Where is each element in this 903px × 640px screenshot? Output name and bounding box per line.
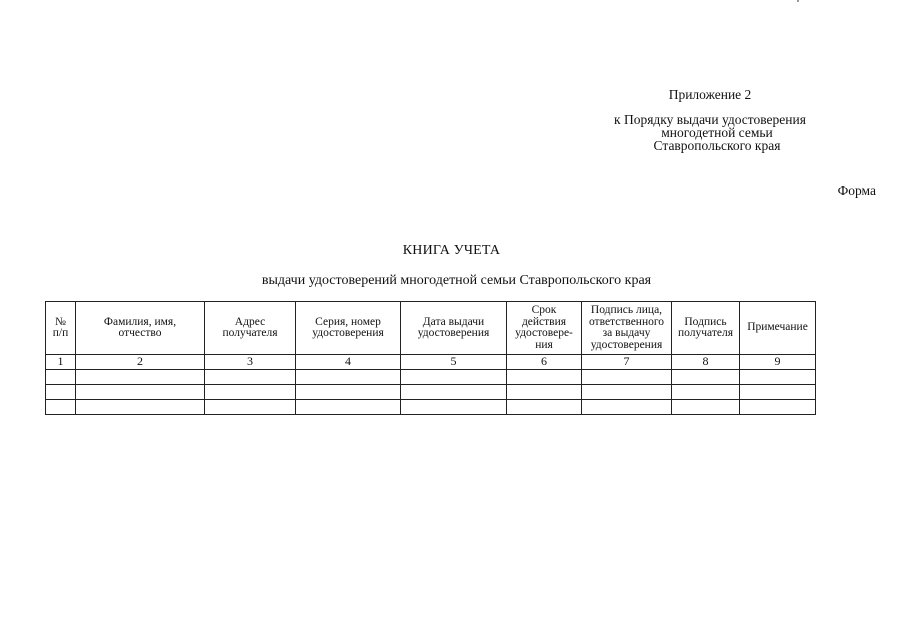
table-cell [46, 400, 76, 415]
table-cell [76, 385, 205, 400]
column-header-line: за выдачу [602, 327, 651, 339]
table-cell [672, 370, 740, 385]
column-number: 2 [76, 355, 205, 370]
table-row [46, 370, 816, 385]
table-cell [46, 370, 76, 385]
table-cell [740, 370, 816, 385]
column-number: 6 [507, 355, 582, 370]
table-cell [401, 370, 507, 385]
table-cell [296, 385, 401, 400]
table-cell [205, 385, 296, 400]
column-header [401, 302, 507, 355]
table-cell [507, 400, 582, 415]
table-cell [76, 370, 205, 385]
column-header-line: Подпись [684, 315, 727, 328]
table-cell [582, 400, 672, 415]
column-number: 4 [296, 355, 401, 370]
table-cell [46, 385, 76, 400]
column-header-line: удостовере- [515, 327, 573, 339]
column-header-line: Подпись лица, [590, 304, 663, 316]
column-header-line: отчество [118, 327, 162, 339]
column-header-line: ния [535, 338, 553, 351]
table-cell [296, 400, 401, 415]
table-cell [296, 370, 401, 385]
table-cell [582, 385, 672, 400]
appendix-line-3: Ставропольского края [653, 138, 781, 153]
column-header-line: п/п [52, 327, 69, 339]
column-header-line: Дата выдачи [422, 315, 485, 328]
document-subtitle: выдачи удостоверений многодетной семьи Ставропольского края [261, 273, 652, 288]
column-header-line: Адрес [234, 315, 266, 328]
appendix-number: Приложение 2 [668, 87, 752, 102]
appendix-line-1: к Порядку выдачи удостоверения [614, 112, 806, 127]
column-number: 1 [46, 355, 76, 370]
table-row [46, 385, 816, 400]
column-number: 8 [672, 355, 740, 370]
table-cell [205, 370, 296, 385]
column-header-line: ответственного [588, 315, 665, 328]
column-header-line: получателя [678, 327, 733, 339]
column-number-row [46, 355, 816, 370]
column-number: 5 [401, 355, 507, 370]
column-header-line: удостоверения [590, 338, 663, 351]
column-header-line: удостоверения [417, 327, 490, 339]
column-header-line: получателя [222, 327, 278, 339]
column-header-line: Срок [531, 304, 557, 316]
table-cell [401, 385, 507, 400]
column-number: 9 [740, 355, 816, 370]
table-row [46, 400, 816, 415]
column-header [507, 302, 582, 355]
column-header-line: действия [521, 315, 567, 328]
appendix-line-2: многодетной семьи [661, 125, 773, 140]
table-cell [205, 400, 296, 415]
column-header-line: удостоверения [312, 327, 384, 339]
column-number: 7 [582, 355, 672, 370]
column-header [46, 302, 76, 355]
table-cell [401, 400, 507, 415]
table-cell [740, 385, 816, 400]
table-cell [507, 370, 582, 385]
register-table [45, 301, 816, 415]
column-header [296, 302, 401, 355]
column-header [582, 302, 672, 355]
column-number: 3 [205, 355, 296, 370]
table-cell [507, 385, 582, 400]
column-header [672, 302, 740, 355]
table-cell [740, 400, 816, 415]
table-header-row [46, 302, 816, 355]
table-cell [76, 400, 205, 415]
column-header [740, 302, 816, 355]
column-header-line: Фамилия, имя, [103, 315, 177, 328]
table-cell [672, 400, 740, 415]
table-cell [582, 370, 672, 385]
column-header-line: Примечание [747, 321, 808, 334]
column-header [76, 302, 205, 355]
form-label: Форма [837, 183, 876, 198]
scan-mark [797, 0, 799, 2]
document-title: КНИГА УЧЕТА [402, 243, 501, 258]
column-header [205, 302, 296, 355]
column-header-line: № [55, 315, 66, 328]
column-header-line: Серия, номер [315, 315, 381, 328]
table-cell [672, 385, 740, 400]
